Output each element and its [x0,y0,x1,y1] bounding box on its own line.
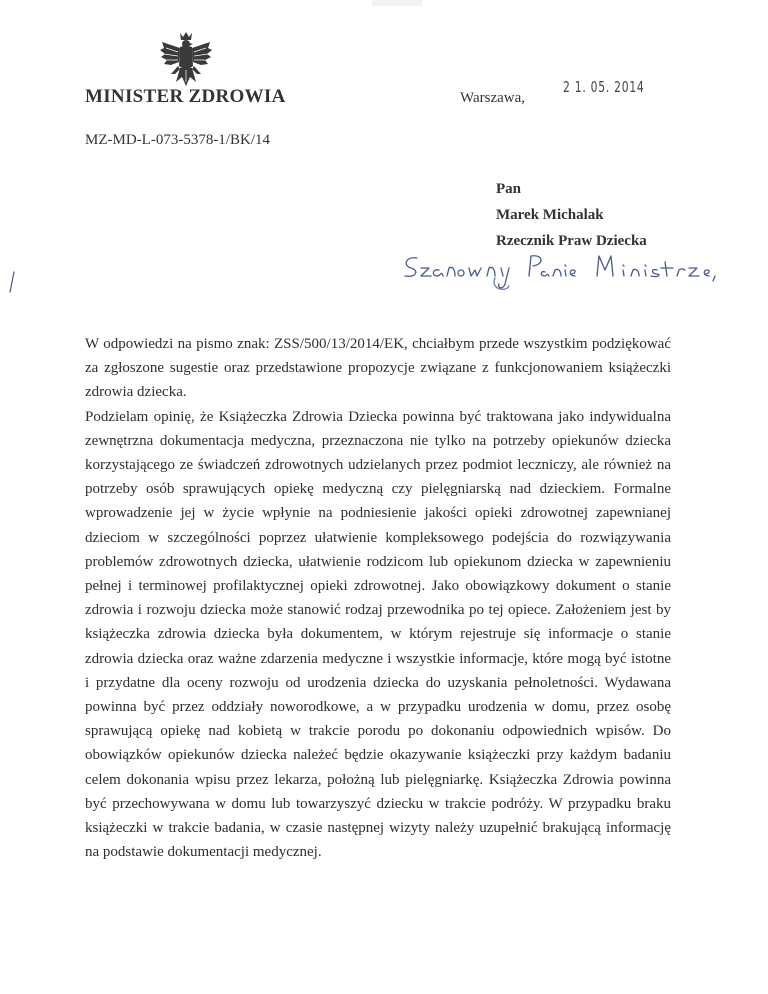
margin-pen-mark [6,270,18,294]
body-paragraph-1: W odpowiedzi na pismo znak: ZSS/500/13/2014/EK, chciałbym przede wszystkim podziękować za zgłoszone sugestie oraz przedstawione propozycje związane z funkcjonowaniem książeczki zdrowia dziecka. [85,336,671,401]
letter-body [85,332,671,864]
polish-eagle-emblem-icon [158,30,214,90]
recipient-salutation: Pan [496,181,522,197]
body-paragraph-2: Podzielam opinię, że Książeczka Zdrowia Dziecka powinna być traktowana jako indywidualna zewnętrzna dokumentacja medyczna, przeznaczona nie tylko na potrzeby opiekunów dziecka korzystającego ze świadczeń zdrowotnych udzielanych przez podmiot leczniczy, ale również na potrzeby osób sprawujących opiekę medyczną czy pielęgniarską nad dzieckiem. Formalne wprowadzenie jej w życie wpłynie na podniesienie jakości opieki zdrowotnej zapewnianej dzieciom w szczególności poprzez ułatwienie kompleksowego podejścia do rozwiązywania problemów zdrowotnych dziecka, ułatwienie rodzicom lub opiekunom dziecka w zapewnieniu pełnej i terminowej profilaktycznej opieki zdrowotnej. Jako obowiązkowy dokument o stanie zdrowia i rozwoju dziecka może stanowić rodzaj przewodnika po tej opiece. Założeniem jest by książeczka zdrowia dziecka była dokumentem, w którym rejestruje się informacje o stanie zdrowia dziecka oraz ważne zdarzenia medyczne i wszystkie informacje, które mogą być istotne i przydatne dla oceny rozwoju od urodzenia dziecka do uzyskania pełnoletności. Wydawana powinna być przez oddziały noworodkowe, a w przypadku urodzenia w domu, przez osobę sprawującą opiekę nad kobietą w trakcie porodu po dokonaniu odpowiednich wpisów. Do obowiązków opiekunów dziecka należeć będzie okazywanie książeczki przy każdym badaniu celem dokonania wpisu przez lekarza, położną lub pielęgniarkę. Książeczka Zdrowia powinna być przechowywana w domu lub towarzyszyć dziecku w trakcie podróży. W przypadku braku książeczki w trakcie badania, w czasie następnej wizyty należy uzupełnić brakującą informację na podstawie dokumentacji medycznej. [85,408,671,861]
city-label: Warszawa, [460,90,526,106]
date-stamp: 2 1. 05. 2014 [563,78,645,96]
reference-number: MZ-MD-L-073-5378-1/BK/14 [85,132,270,148]
recipient-block [496,176,647,254]
recipient-title: Rzecznik Praw Dziecka [496,233,647,249]
ministry-name: MINISTER ZDROWIA [85,86,286,107]
scan-smudge [372,0,422,6]
recipient-name: Marek Michalak [496,207,604,223]
handwritten-salutation [395,248,725,308]
